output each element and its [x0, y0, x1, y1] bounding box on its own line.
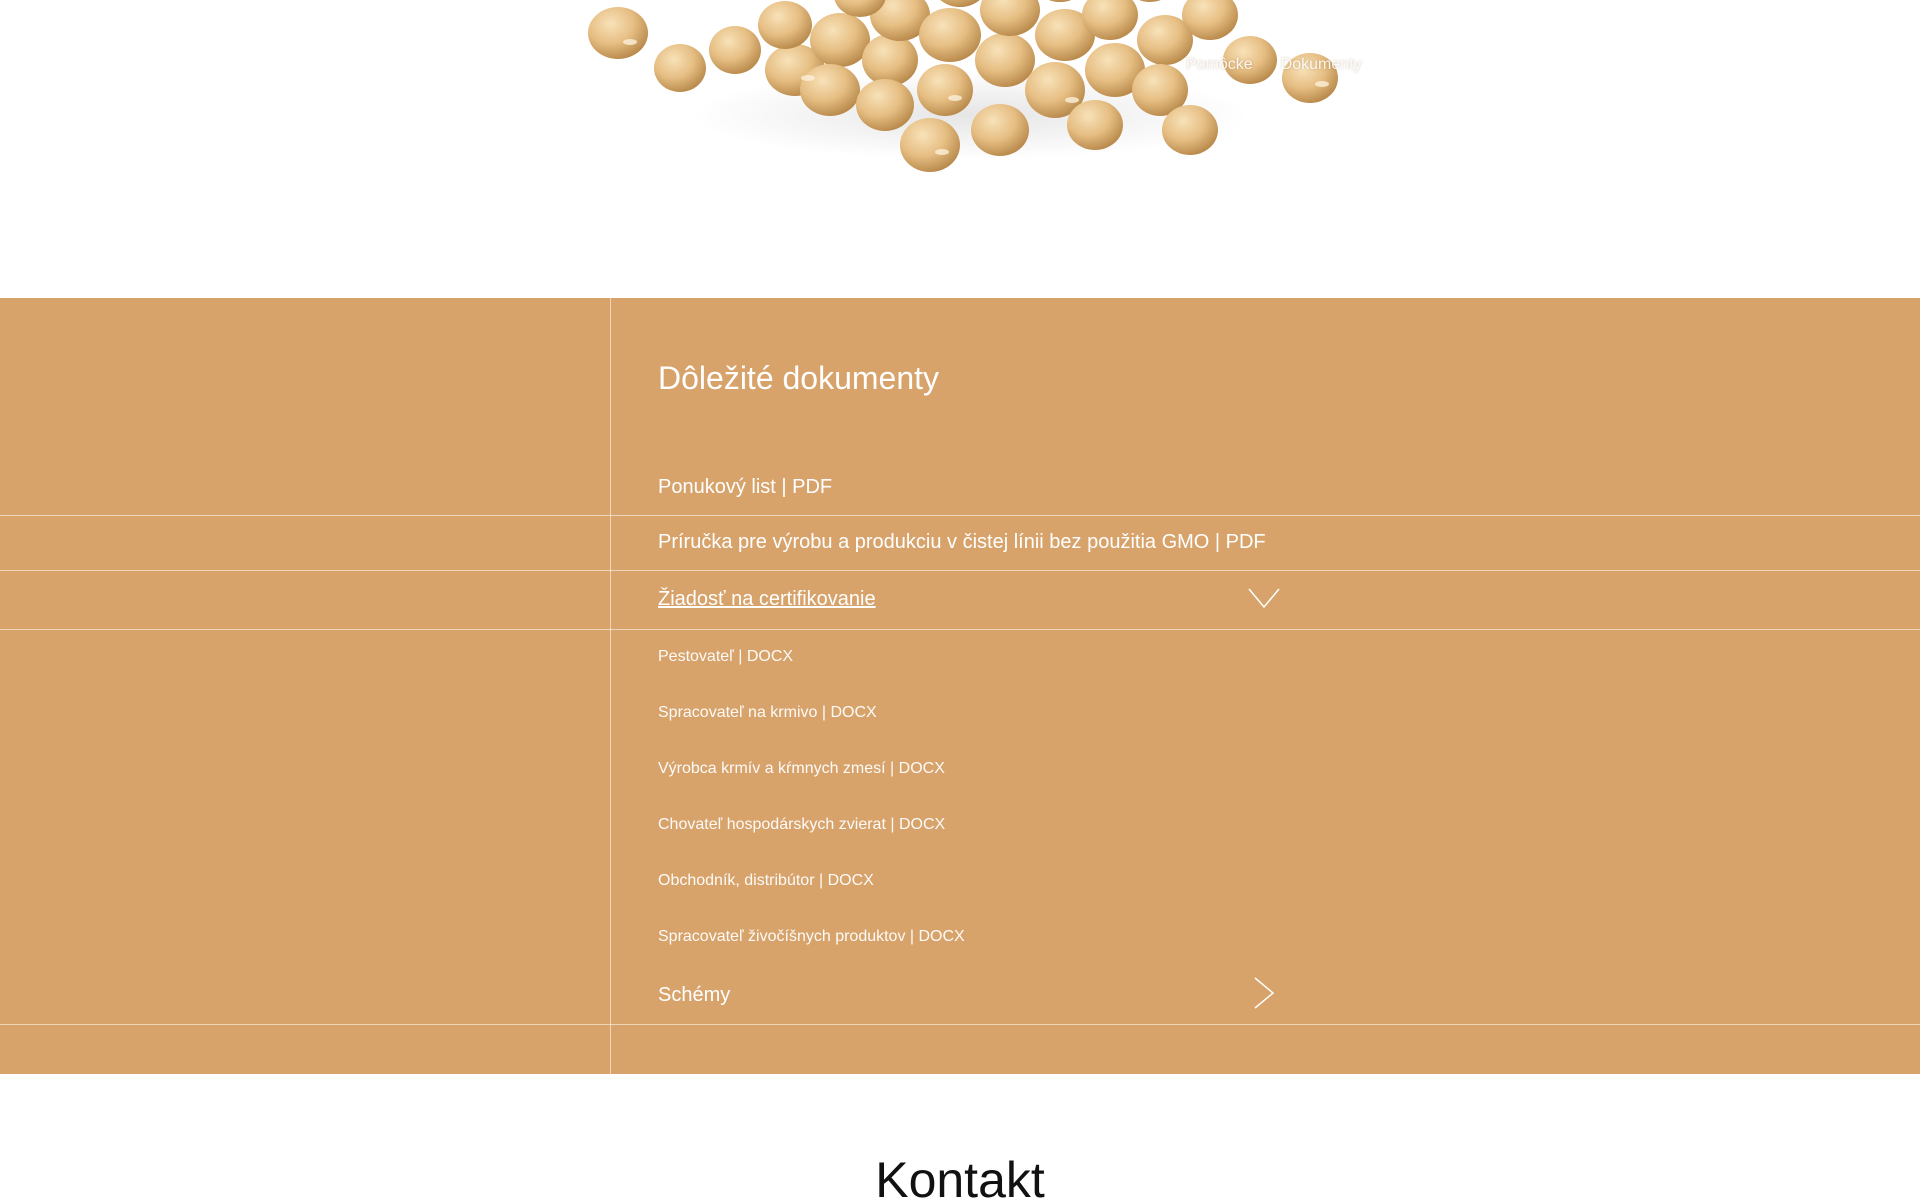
link-ponukovy-list[interactable]: Ponukový list | PDF	[658, 476, 833, 498]
accordion-schemy-toggle[interactable]: Schémy	[658, 984, 731, 1006]
doc-spracovatel-krmivo[interactable]: Spracovateľ na krmivo | DOCX	[658, 704, 877, 721]
chevron-down-icon[interactable]	[1248, 587, 1280, 609]
doc-pestovatel[interactable]: Pestovateľ | DOCX	[658, 648, 794, 665]
doc-spracovatel-zivocisnych[interactable]: Spracovateľ živočíšnych produktov | DOCX	[658, 928, 965, 945]
doc-vyrobca-krmiv[interactable]: Výrobca krmív a kŕmnych zmesí | DOCX	[658, 760, 945, 777]
chevron-right-icon[interactable]	[1253, 977, 1275, 1009]
hero-section	[0, 0, 1920, 298]
row-divider	[0, 1024, 1920, 1025]
doc-chovatel[interactable]: Chovateľ hospodárskych zvierat | DOCX	[658, 816, 946, 833]
row-divider	[0, 629, 1920, 630]
accordion-ziadost-toggle[interactable]: Žiadosť na certifikovanie	[658, 588, 876, 610]
link-prirucka[interactable]: Príručka pre výrobu a produkciu v čistej línii bez použitia GMO | PDF	[658, 531, 1266, 553]
doc-obchodnik[interactable]: Obchodník, distribútor | DOCX	[658, 872, 874, 889]
vertical-divider	[610, 298, 611, 1074]
nav-item-dokumenty[interactable]: Dokumenty	[1280, 56, 1362, 73]
contact-heading: Kontakt	[875, 1152, 1045, 1200]
row-divider	[0, 570, 1920, 571]
documents-title: Dôležité dokumenty	[658, 360, 940, 396]
top-navigation	[1186, 56, 1362, 74]
soybeans-image	[550, 0, 1350, 200]
nav-item-pomocke[interactable]: Pomôcke	[1186, 56, 1253, 73]
documents-section	[0, 298, 1920, 1074]
row-divider	[0, 515, 1920, 516]
